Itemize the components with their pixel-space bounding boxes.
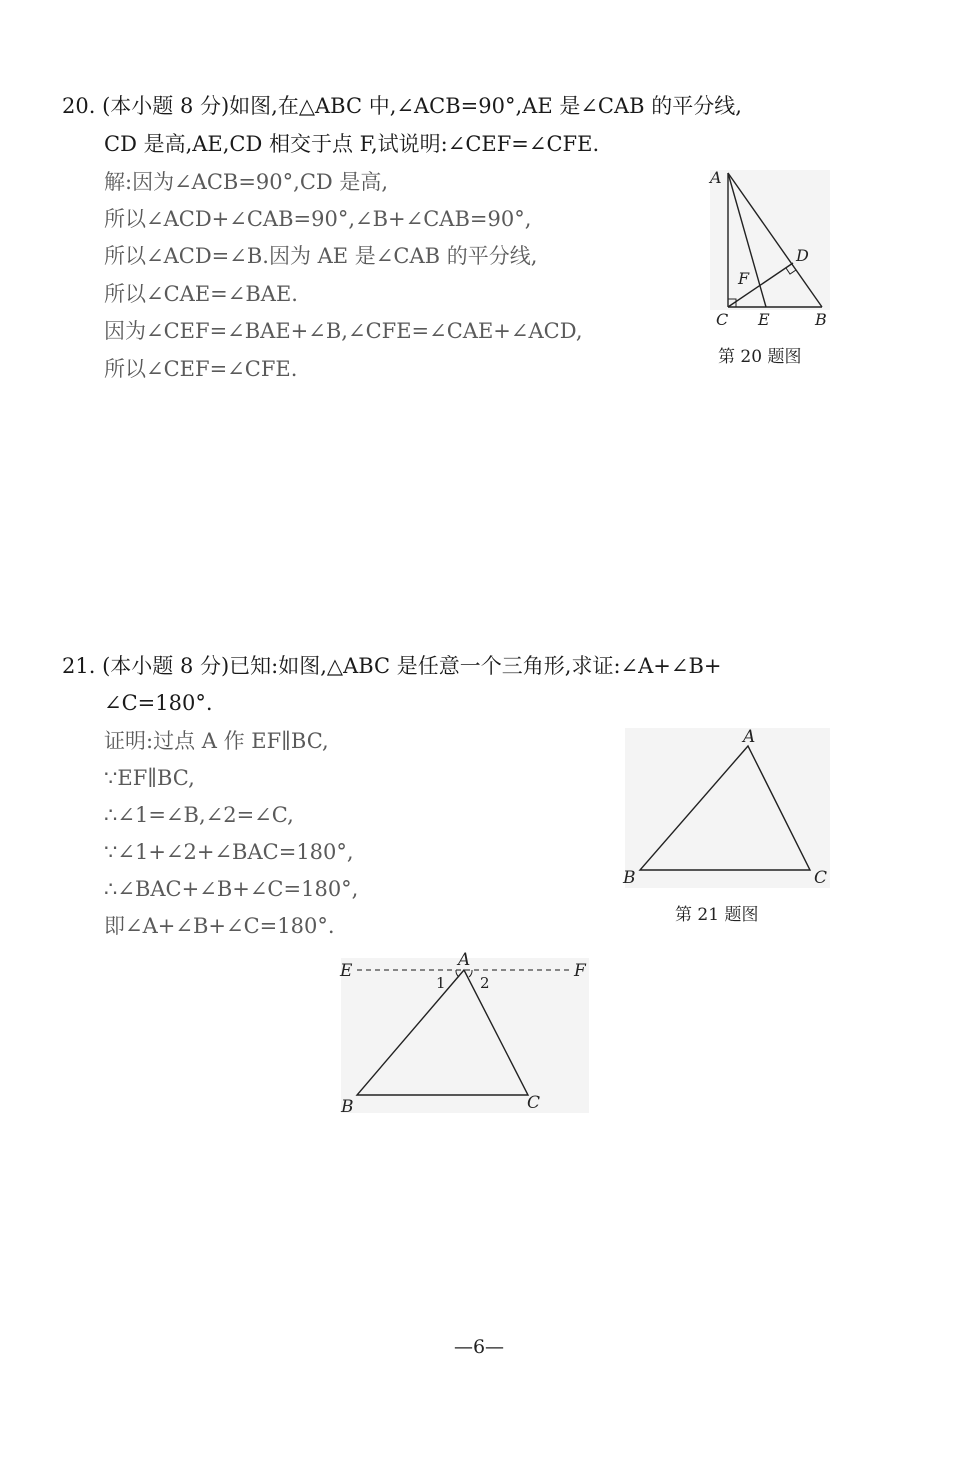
label-c: C (716, 310, 729, 329)
label-b: B (341, 1097, 354, 1117)
label-angle-2: 2 (480, 974, 490, 992)
q21-proof-line-5: ∴∠BAC+∠B+∠C=180°, (104, 877, 359, 901)
label-c: C (814, 868, 828, 888)
q20-solution-line-5: 因为∠CEF=∠BAE+∠B,∠CFE=∠CAE+∠ACD, (104, 319, 583, 343)
label-e: E (758, 310, 770, 329)
label-b: B (815, 310, 827, 329)
q21-proof-line-3: ∴∠1=∠B,∠2=∠C, (104, 803, 294, 827)
label-a: A (710, 168, 722, 187)
figure-21 (615, 720, 840, 895)
label-a: A (458, 950, 471, 970)
figure-20 (700, 165, 840, 335)
page-number: —6— (453, 1336, 505, 1358)
label-f: F (574, 961, 586, 981)
q20-solution-line-4: 所以∠CAE=∠BAE. (104, 282, 298, 306)
q20-solution-line-2: 所以∠ACD+∠CAB=90°,∠B+∠CAB=90°, (104, 207, 532, 231)
label-c: C (527, 1093, 541, 1113)
q20-stem-line-1: 20. (本小题 8 分)如图,在△ABC 中,∠ACB=90°,AE 是∠CAB 的平分线, (62, 94, 742, 118)
q21-proof-line-6: 即∠A+∠B+∠C=180°. (104, 914, 335, 938)
q20-stem-line-2: CD 是高,AE,CD 相交于点 F,试说明:∠CEF=∠CFE. (104, 132, 600, 156)
figure-20-caption: 第 20 题图 (718, 347, 802, 367)
label-angle-1: 1 (436, 974, 446, 992)
label-b: B (623, 868, 636, 888)
label-d: D (796, 246, 809, 265)
label-e: E (340, 961, 353, 981)
q21-proof-line-2: ∵EF∥BC, (104, 766, 195, 790)
q21-stem-line-1: 21. (本小题 8 分)已知:如图,△ABC 是任意一个三角形,求证:∠A+∠B+ (62, 654, 722, 678)
figure-21-background (625, 728, 830, 888)
q20-solution-line-6: 所以∠CEF=∠CFE. (104, 357, 298, 381)
q20-solution-line-3: 所以∠ACD=∠B.因为 AE 是∠CAB 的平分线, (104, 244, 538, 268)
q21-stem-line-2: ∠C=180°. (104, 691, 213, 715)
label-f: F (738, 269, 750, 288)
figure-21-aux-background (341, 958, 589, 1113)
label-a: A (743, 727, 756, 747)
q21-proof-line-1: 证明:过点 A 作 EF∥BC, (104, 729, 329, 753)
figure-21-auxiliary (335, 948, 595, 1120)
q21-proof-line-4: ∵∠1+∠2+∠BAC=180°, (104, 840, 354, 864)
figure-21-caption: 第 21 题图 (675, 905, 759, 925)
q20-solution-line-1: 解:因为∠ACB=90°,CD 是高, (104, 170, 389, 194)
